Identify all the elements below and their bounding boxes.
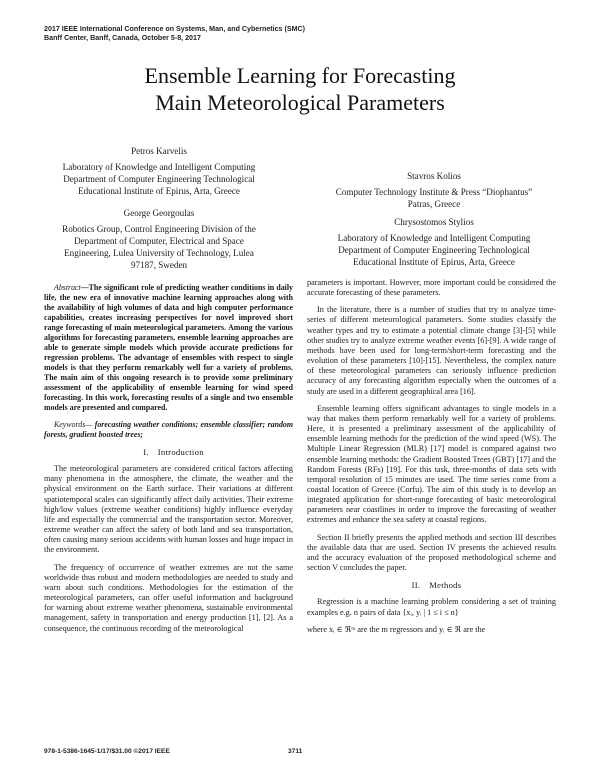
body-paragraph: In the literature, there is a number of studies that try to analyze time-series of different meteorological parameters. Some studies classify the weather types and try to estimate a potential climate change [3]-[5] while other studies try to analyze extreme weather events [6]-[9]. A wide range of methods have been used for long-term/short-term forecasting and the evolution of these parameters [10]-[15]. Nevertheless, the complex nature of these meteorological parameters can seriously influence prediction accuracy of any forecasting algorithm especially when the outcomes of a study are used in a different geographical area [16].	[307, 305, 556, 396]
author-name: Petros Karvelis	[131, 146, 187, 156]
author-affiliation-line: Engineering, Lulea University of Technology, Lulea	[64, 248, 254, 258]
abstract	[44, 283, 293, 413]
abstract-label: Abstract	[54, 283, 81, 292]
author-affiliation-line: Patras, Greece	[407, 199, 461, 209]
author-name: Stavros Kolios	[407, 171, 461, 181]
author-block-georgoulas	[40, 207, 278, 271]
footer-page-number: 3711	[288, 748, 303, 755]
right-column	[307, 278, 556, 642]
author-block-karvelis	[40, 145, 278, 197]
author-affiliation-line: Educational Institute of Epirus, Arta, Greece	[353, 257, 515, 267]
author-affiliation-line: Robotics Group, Control Engineering Division of the	[62, 224, 256, 234]
body-paragraph: Ensemble learning offers significant advantages to single models in a way that makes them perform remarkably well for a variety of problems. Here, it is presented a preliminary assessment of the applicability of ensemble learning methods for the prediction of the wind speed (WS). The Multiple Linear Regression (MLR) [17] model is compared against two ensemble learning methods: the Gradient Boosted Trees (GBT) [17] and the Random Forests (RFs) [19]. For this task, three-months of data sets with temporal resolution of 15 minutes are used. The time series come from a coastal location of Greece (Corfu). The aim of this study is to develop an integrated application for short-range forecasting of basic meteorological parameters near coastlines in order to improve the forecasting of weather extremes and enhance the sea safety at coastal regions.	[307, 403, 556, 525]
paper-title-line-1: Ensemble Learning for Forecasting	[144, 63, 456, 88]
author-affiliation-line: Educational Institute of Epirus, Arta, Greece	[78, 186, 240, 196]
footer-isbn: 978-1-5386-1645-1/17/$31.00 ©2017 IEEE	[44, 748, 170, 755]
keywords-text: forecasting weather conditions; ensemble classifier; random forests, gradient boosted trees;	[44, 420, 293, 439]
conference-line-1: 2017 IEEE International Conference on Systems, Man, and Cybernetics (SMC)	[44, 25, 305, 33]
body-paragraph: Regression is a machine learning problem considering a set of training examples e.g. n pairs of data {xᵢ, yᵢ | 1 ≤ i ≤ n}	[307, 597, 556, 617]
paper-title-line-2: Main Meteorological Parameters	[155, 90, 445, 115]
keywords-label: Keywords—	[54, 420, 93, 429]
author-block-stylios	[312, 216, 556, 268]
author-affiliation-line: Department of Computer Engineering Technological	[338, 245, 530, 255]
author-affiliation-line: Laboratory of Knowledge and Intelligent Computing	[337, 233, 531, 243]
body-paragraph: The meteorological parameters are considered critical factors affecting many phenomena in the atmosphere, the climate, the weather and the physical environment on the Earth surface. Their variations at different spatiotemporal scales can significantly affect daily activities. Their extreme high/low values (extreme weather conditions) highly influence everyday life and especially the commercial and the transportation sector. Moreover, extreme weather can affect the safety of both land and sea transportation, often causing many serious accidents with human losses and huge impact in the environment.	[44, 464, 293, 555]
abstract-text: —The significant role of predicting weather conditions in daily life, the new era of innovative machine learning approaches along with the availability of high volumes of data and high computer performance capabilities, creates increasing perspectives for novel improved short range forecasting of main meteorological parameters. Among the various algorithms for forecasting parameters, ensemble learning approaches are able to generate simple models which provide accurate predictions for regression problems. The advantage of ensembles with respect to single models is that they perform remarkably well for a variety of problems. The main aim of this ongoing research is to provide some preliminary assessment of the applicability of ensemble learning for wind speed forecasting. In this work, forecasting results of a single and two ensemble models are presented and compared.	[44, 283, 293, 412]
author-affiliation-line: Department of Computer, Electrical and Space	[74, 236, 244, 246]
section-heading-introduction: I. Introduction	[143, 447, 204, 457]
author-name: George Georgoulas	[123, 208, 195, 218]
author-block-kolios	[312, 170, 556, 210]
body-paragraph: parameters is important. However, more important could be considered the accurate forecasting of these parameters.	[307, 278, 556, 298]
author-affiliation-line: Department of Computer Engineering Technological	[63, 174, 255, 184]
author-affiliation-line: Laboratory of Knowledge and Intelligent Computing	[62, 162, 256, 172]
body-paragraph: The frequency of occurrence of weather extremes are not the same worldwide thus robust and modern methodologies are needed to study and warn about such conditions. Methodologies for the estimation of the meteorological parameters, can offer useful information and background for warning about extreme weather phenomena, sustainable environmental management, safety in transportation and energy production [1], [2]. As a consequence, the continuous recording of the meteorological	[44, 562, 293, 633]
author-affiliation-line: Computer Technology Institute & Press “Diophantus”	[335, 187, 533, 197]
body-paragraph: where xᵢ ∈ ℜᵐ are the m regressors and yᵢ ∈ ℜ are the	[307, 624, 486, 634]
author-affiliation-line: 97187, Sweden	[130, 260, 188, 270]
left-column	[44, 283, 293, 641]
author-name: Chrysostomos Stylios	[394, 217, 474, 227]
conference-line-2: Banff Center, Banff, Canada, October 5-8, 2017	[44, 34, 201, 42]
body-paragraph: Section II briefly presents the applied methods and section III describes the available data that are used. Section IV presents the achieved results and the accuracy evaluation of the proposed methodological scheme and section V concludes the paper.	[307, 532, 556, 573]
section-heading-methods: II. Methods	[411, 580, 462, 591]
conference-header	[44, 25, 305, 43]
keywords	[44, 420, 293, 440]
